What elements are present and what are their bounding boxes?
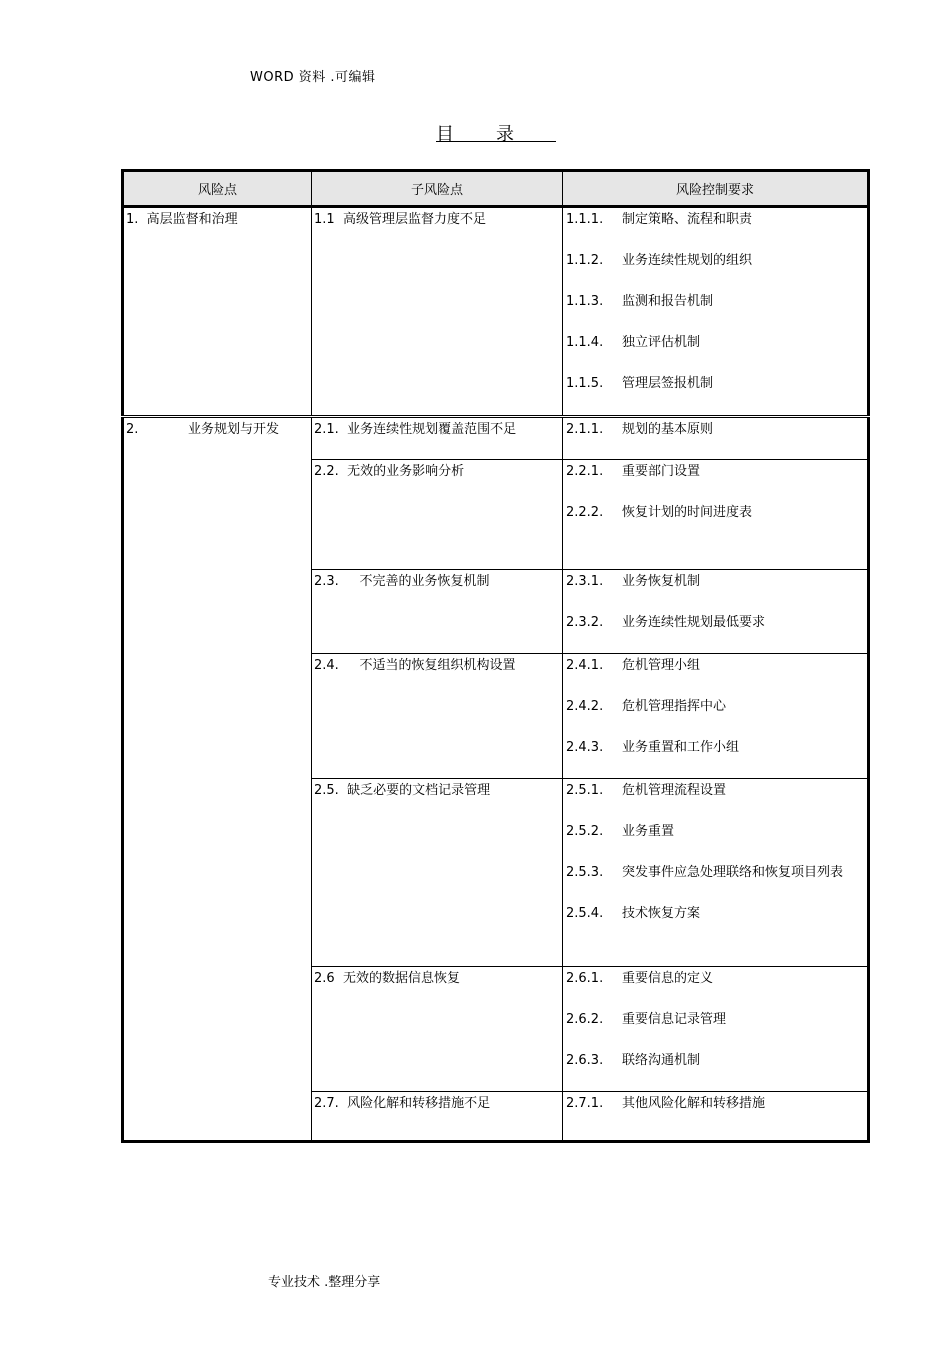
subrisk-label: 2.4. 不适当的恢复组织机构设置 <box>314 658 516 673</box>
requirement-text: 管理层签报机制 <box>622 376 714 391</box>
requirement-text: 重要信息的定义 <box>622 971 714 986</box>
requirement-item <box>566 1095 865 1113</box>
subrisk-cell <box>312 570 563 654</box>
requirement-item <box>566 375 865 393</box>
subrisk-cell <box>312 460 563 570</box>
requirement-number: 2.3.1. <box>566 574 604 589</box>
requirement-item <box>566 504 865 522</box>
requirement-cell <box>563 417 869 460</box>
requirement-text: 联络沟通机制 <box>622 1053 701 1068</box>
subrisk-label: 1.1 高级管理层监督力度不足 <box>314 212 486 227</box>
requirement-number: 2.5.2. <box>566 824 604 839</box>
requirement-text: 重要部门设置 <box>622 464 701 479</box>
page-title <box>0 120 950 146</box>
requirement-item <box>566 421 865 439</box>
requirement-number: 2.3.2. <box>566 615 604 630</box>
requirement-number: 1.1.4. <box>566 335 604 350</box>
requirement-text: 业务重置和工作小组 <box>622 740 740 755</box>
requirement-text: 监测和报告机制 <box>622 294 714 309</box>
table-header-row <box>123 171 869 207</box>
requirement-text: 业务连续性规划的组织 <box>622 253 753 268</box>
requirement-item <box>566 334 865 352</box>
subrisk-label: 2.1. 业务连续性规划覆盖范围不足 <box>314 422 517 437</box>
requirement-item <box>566 463 865 481</box>
risk-cell <box>123 417 312 1142</box>
requirement-number: 2.6.2. <box>566 1012 604 1027</box>
subrisk-label: 2.5. 缺乏必要的文档记录管理 <box>314 783 491 798</box>
requirement-item <box>566 573 865 591</box>
requirement-text: 业务重置 <box>622 824 675 839</box>
page-title-text: 目录 <box>436 124 556 145</box>
requirement-cell <box>563 654 869 779</box>
subrisk-cell <box>312 779 563 967</box>
subrisk-cell <box>312 967 563 1092</box>
requirement-text: 恢复计划的时间进度表 <box>622 505 753 520</box>
requirement-item <box>566 252 865 270</box>
requirement-cell <box>563 779 869 967</box>
header-note: WORD 资料 .可编辑 <box>250 70 376 85</box>
table-body <box>123 207 869 1142</box>
requirement-item <box>566 782 865 800</box>
requirement-number: 1.1.3. <box>566 294 604 309</box>
requirement-number: 2.4.2. <box>566 699 604 714</box>
subrisk-cell <box>312 417 563 460</box>
requirement-cell <box>563 207 869 417</box>
requirement-number: 1.1.5. <box>566 376 604 391</box>
requirement-cell <box>563 460 869 570</box>
subrisk-label: 2.2. 无效的业务影响分析 <box>314 464 465 479</box>
requirement-text: 制定策略、流程和职责 <box>622 212 753 227</box>
requirement-number: 2.6.1. <box>566 971 604 986</box>
requirement-number: 2.6.3. <box>566 1053 604 1068</box>
requirement-item <box>566 823 865 841</box>
requirement-number: 2.4.1. <box>566 658 604 673</box>
requirement-number: 2.5.1. <box>566 783 604 798</box>
subrisk-label: 2.7. 风险化解和转移措施不足 <box>314 1096 491 1111</box>
requirement-text: 突发事件应急处理联络和恢复项目列表 <box>622 865 844 880</box>
requirement-item <box>566 739 865 757</box>
subrisk-cell <box>312 207 563 417</box>
requirement-text: 业务连续性规划最低要求 <box>622 615 766 630</box>
requirement-text: 技术恢复方案 <box>622 906 701 921</box>
column-header-risk: 风险点 <box>123 171 312 207</box>
requirement-item <box>566 1011 865 1029</box>
toc-table <box>121 169 870 1143</box>
requirement-item <box>566 970 865 988</box>
subrisk-label: 2.3. 不完善的业务恢复机制 <box>314 574 490 589</box>
risk-cell <box>123 207 312 417</box>
requirement-number: 2.7.1. <box>566 1096 604 1111</box>
requirement-cell <box>563 967 869 1092</box>
column-header-requirement: 风险控制要求 <box>563 171 869 207</box>
requirement-text: 业务恢复机制 <box>622 574 701 589</box>
requirement-cell <box>563 570 869 654</box>
requirement-number: 1.1.2. <box>566 253 604 268</box>
table-row <box>123 207 869 417</box>
requirement-number: 1.1.1. <box>566 212 604 227</box>
requirement-text: 危机管理指挥中心 <box>622 699 727 714</box>
requirement-text: 规划的基本原则 <box>622 422 714 437</box>
requirement-text: 重要信息记录管理 <box>622 1012 727 1027</box>
table-row <box>123 417 869 460</box>
requirement-text: 独立评估机制 <box>622 335 701 350</box>
risk-label: 2. 业务规划与开发 <box>126 422 279 437</box>
requirement-number: 2.5.4. <box>566 906 604 921</box>
requirement-item <box>566 657 865 675</box>
requirement-cell <box>563 1092 869 1142</box>
column-header-subrisk: 子风险点 <box>312 171 563 207</box>
requirement-item <box>566 614 865 632</box>
requirement-item <box>566 698 865 716</box>
requirement-item <box>566 1052 865 1070</box>
requirement-item <box>566 905 865 923</box>
footer-note: 专业技术 .整理分享 <box>268 1275 381 1290</box>
risk-label: 1. 高层监督和治理 <box>126 212 238 227</box>
requirement-number: 2.2.2. <box>566 505 604 520</box>
requirement-item <box>566 211 865 229</box>
subrisk-cell <box>312 1092 563 1142</box>
requirement-number: 2.2.1. <box>566 464 604 479</box>
subrisk-label: 2.6 无效的数据信息恢复 <box>314 971 460 986</box>
subrisk-cell <box>312 654 563 779</box>
requirement-text: 其他风险化解和转移措施 <box>622 1096 766 1111</box>
requirement-number: 2.4.3. <box>566 740 604 755</box>
requirement-item <box>566 864 865 882</box>
requirement-item <box>566 293 865 311</box>
requirement-text: 危机管理小组 <box>622 658 701 673</box>
requirement-number: 2.1.1. <box>566 422 604 437</box>
requirement-text: 危机管理流程设置 <box>622 783 727 798</box>
requirement-number: 2.5.3. <box>566 865 604 880</box>
